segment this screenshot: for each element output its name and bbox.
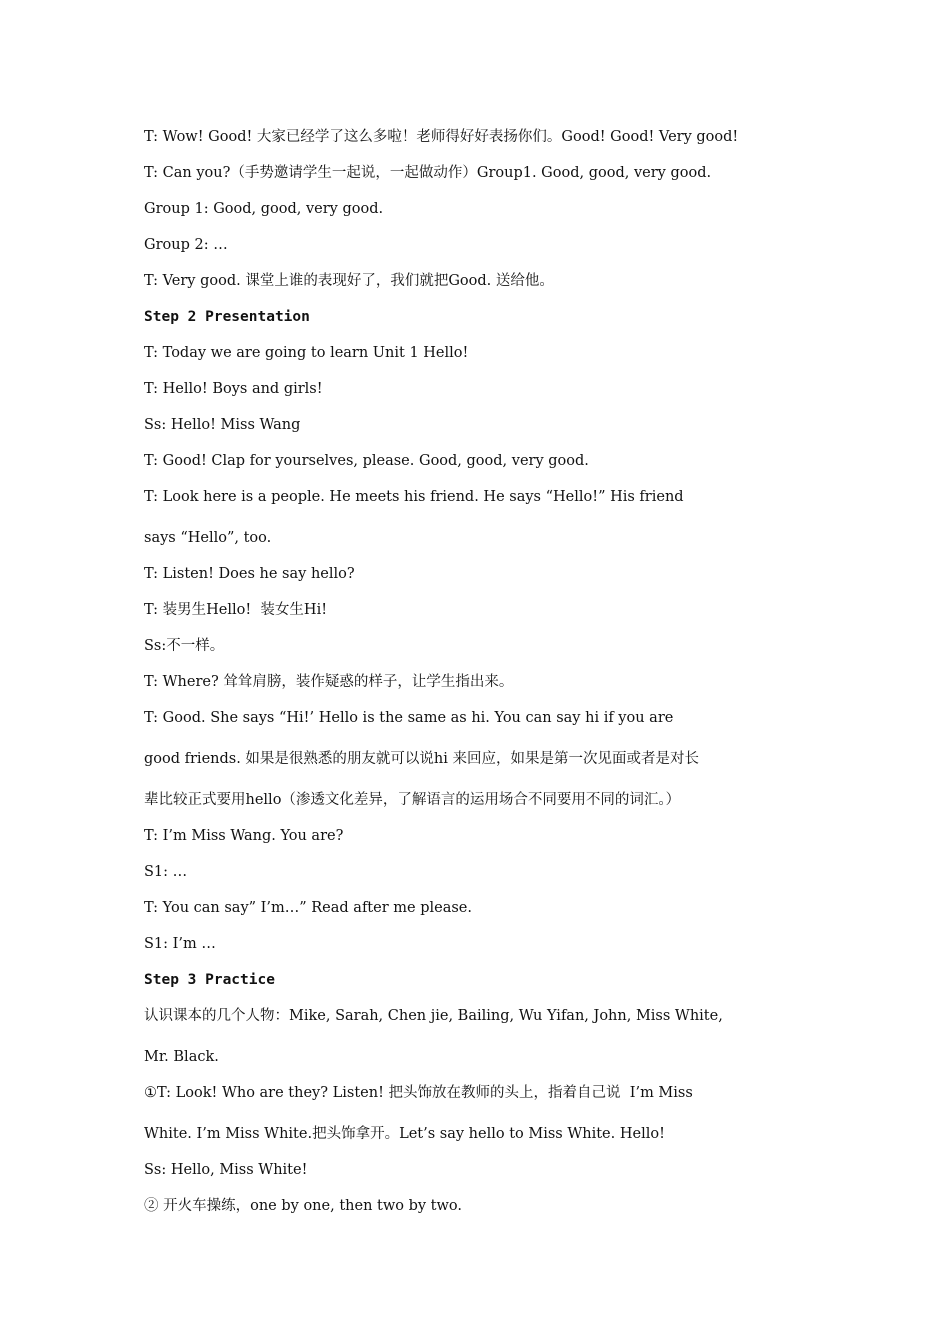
section-heading: Step 2 Presentation [144, 309, 310, 325]
text-line: T: Can you?（手势邀请学生一起说，一起做动作）Group1. Good, good, very good. [144, 165, 712, 181]
text-line: T: Listen! Does he say hello? [144, 566, 355, 582]
text-line: T: 装男生Hello! 装女生Hi! [144, 602, 328, 618]
section-heading: Step 3 Practice [144, 972, 275, 988]
text-line: T: Very good. 课堂上谁的表现好了，我们就把Good. 送给他。 [144, 273, 554, 289]
text-line: ② 开火车操练，one by one, then two by two. [144, 1198, 462, 1214]
text-line: good friends. 如果是很熟悉的朋友就可以说hi 来回应，如果是第一次见面或者是对长 [144, 751, 700, 767]
text-line: T: You can say” I’m…” Read after me please. [144, 900, 472, 916]
text-line: T: Where? 耸耸肩膀，装作疑惑的样子，让学生指出来。 [144, 674, 514, 690]
text-line: Mr. Black. [144, 1049, 219, 1065]
text-line: Ss: Hello, Miss White! [144, 1162, 308, 1178]
text-line: ①T: Look! Who are they? Listen! 把头饰放在教师的头上，指着自己说 I’m Miss [144, 1085, 693, 1101]
text-line: T: Good. She says “Hi!’ Hello is the same as hi. You can say hi if you are [144, 710, 674, 726]
text-line: Group 1: Good, good, very good. [144, 201, 384, 217]
text-line: says “Hello”, too. [144, 530, 272, 546]
text-line: T: Good! Clap for yourselves, please. Good, good, very good. [144, 453, 589, 469]
text-line: S1: I’m … [144, 936, 216, 952]
text-line: T: Wow! Good! 大家已经学了这么多啦！老师得好好表扬你们。Good! Good! Very good! [144, 129, 739, 145]
text-line: 认识课本的几个人物：Mike, Sarah, Chen jie, Bailing, Wu Yifan, John, Miss White, [144, 1008, 723, 1024]
text-line: White. I’m Miss White.把头饰拿开。Let’s say hello to Miss White. Hello! [144, 1126, 665, 1142]
text-line: T: Look here is a people. He meets his friend. He says “Hello!” His friend [144, 489, 684, 505]
text-line: T: Today we are going to learn Unit 1 Hello! [144, 345, 469, 361]
text-line: 辈比较正式要用hello（渗透文化差异，了解语言的运用场合不同要用不同的词汇。） [144, 792, 681, 808]
text-line: Ss:不一样。 [144, 638, 225, 654]
text-line: Ss: Hello! Miss Wang [144, 417, 301, 433]
text-line: T: Hello! Boys and girls! [144, 381, 323, 397]
text-line: Group 2: … [144, 237, 228, 253]
text-line: T: I’m Miss Wang. You are? [144, 828, 344, 844]
text-line: S1: … [144, 864, 188, 880]
